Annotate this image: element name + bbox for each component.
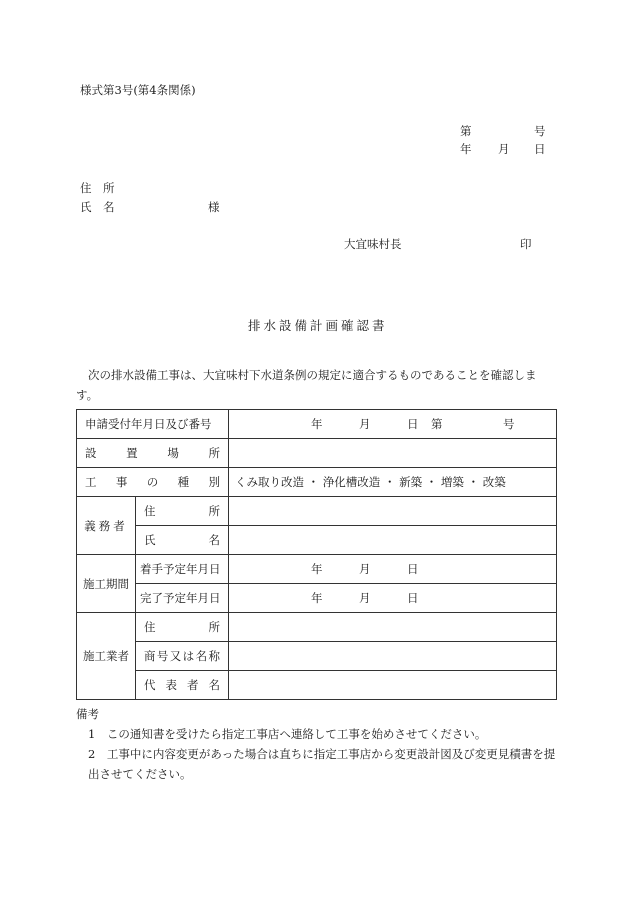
table-row: [77, 584, 557, 613]
table-row: [77, 410, 557, 439]
recipient-address-label: 住 所: [80, 181, 115, 195]
label-char: の: [146, 475, 159, 489]
work-type-options: くみ取り改造 ・ 浄化槽改造 ・ 新築 ・ 増築 ・ 改築: [229, 468, 557, 497]
receipt-year-unit: 年: [311, 417, 323, 431]
end-date-value: [229, 584, 557, 613]
label-char: 所: [208, 446, 220, 460]
label-char: 種: [177, 475, 190, 489]
body-paragraph: 次の排水設備工事は、大宜味村下水道条例の規定に適合するものであることを確認します。: [76, 368, 537, 402]
obligor-address-value: [229, 497, 557, 526]
form-reference: 様式第3号(第4条関係): [80, 83, 196, 97]
label-char: 置: [126, 446, 138, 460]
recipient-honorific: 様: [208, 200, 220, 214]
label-char: 名: [208, 678, 220, 692]
representative-value: [229, 671, 557, 700]
label-char: 代: [144, 678, 156, 692]
plan-confirmation-table: [76, 409, 557, 700]
label-char: 称: [208, 649, 220, 663]
label-char: 表: [165, 678, 177, 692]
work-type-label: [77, 468, 229, 497]
label-char: 名: [208, 533, 220, 547]
end-month-unit: 月: [359, 591, 371, 605]
label-char: 者: [187, 678, 199, 692]
contractor-address-label: [136, 613, 229, 642]
start-year-unit: 年: [311, 562, 323, 576]
label-char: 名: [195, 649, 208, 663]
notes-title: 備考: [76, 707, 99, 721]
label-char: 所: [208, 504, 220, 518]
obligor-name-label: [136, 526, 229, 555]
obligor-address-label: [136, 497, 229, 526]
table-row: [77, 613, 557, 642]
location-value: [229, 439, 557, 468]
obligor-name-value: [229, 526, 557, 555]
table-row: [77, 468, 557, 497]
receipt-go-unit: 号: [503, 417, 515, 431]
recipient-name-label: 氏 名: [80, 200, 115, 214]
obligor-label: 義務者: [77, 497, 136, 555]
issue-month-label: 月: [498, 142, 510, 156]
label-char: 商: [144, 649, 156, 663]
table-row: [77, 555, 557, 584]
table-row: [77, 642, 557, 671]
label-char: 所: [208, 620, 220, 634]
issuer-title: 大宜味村長: [344, 237, 402, 251]
issue-go-label: 号: [534, 124, 546, 138]
label-char: 場: [167, 446, 179, 460]
contractor-label: 施工業者: [77, 613, 136, 700]
table-row: [77, 439, 557, 468]
trade-name-value: [229, 642, 557, 671]
end-day-unit: 日: [407, 591, 419, 605]
trade-name-label: [136, 642, 229, 671]
label-char: 又: [169, 649, 182, 663]
end-date-label: 完了予定年月日: [136, 584, 229, 613]
issue-dai-label: 第: [460, 124, 472, 138]
issuer-seal: 印: [520, 237, 532, 251]
issue-day-label: 日: [534, 142, 546, 156]
label-char: は: [182, 649, 195, 663]
issue-year-label: 年: [460, 142, 472, 156]
label-char: 工: [85, 475, 97, 489]
representative-label: [136, 671, 229, 700]
location-label: [77, 439, 229, 468]
start-month-unit: 月: [359, 562, 371, 576]
receipt-value: [229, 410, 557, 439]
start-date-value: [229, 555, 557, 584]
label-char: 住: [144, 504, 156, 518]
table-row: [77, 497, 557, 526]
label-char: 別: [208, 475, 220, 489]
receipt-dai-unit: 第: [431, 417, 443, 431]
label-char: 事: [115, 475, 128, 489]
period-label: 施工期間: [77, 555, 136, 613]
note-item-2: 2 工事中に内容変更があった場合は直ちに指定工事店から変更設計図及び変更見積書を提出させてください。: [88, 747, 556, 781]
label-char: 設: [85, 446, 97, 460]
label-char: 住: [144, 620, 156, 634]
table-row: [77, 526, 557, 555]
receipt-month-unit: 月: [359, 417, 371, 431]
start-date-label: 着手予定年月日: [136, 555, 229, 584]
document-title: 排水設備計画確認書: [248, 318, 388, 333]
end-year-unit: 年: [311, 591, 323, 605]
note-item-1: 1 この通知書を受けたら指定工事店へ連絡して工事を始めさせてください。: [88, 727, 487, 741]
label-char: 氏: [144, 533, 156, 547]
contractor-address-value: [229, 613, 557, 642]
label-char: 号: [156, 649, 169, 663]
table-row: [77, 671, 557, 700]
receipt-label: 申請受付年月日及び番号: [77, 410, 229, 439]
notes-section: [76, 704, 558, 784]
receipt-day-unit: 日: [407, 417, 419, 431]
start-day-unit: 日: [407, 562, 419, 576]
